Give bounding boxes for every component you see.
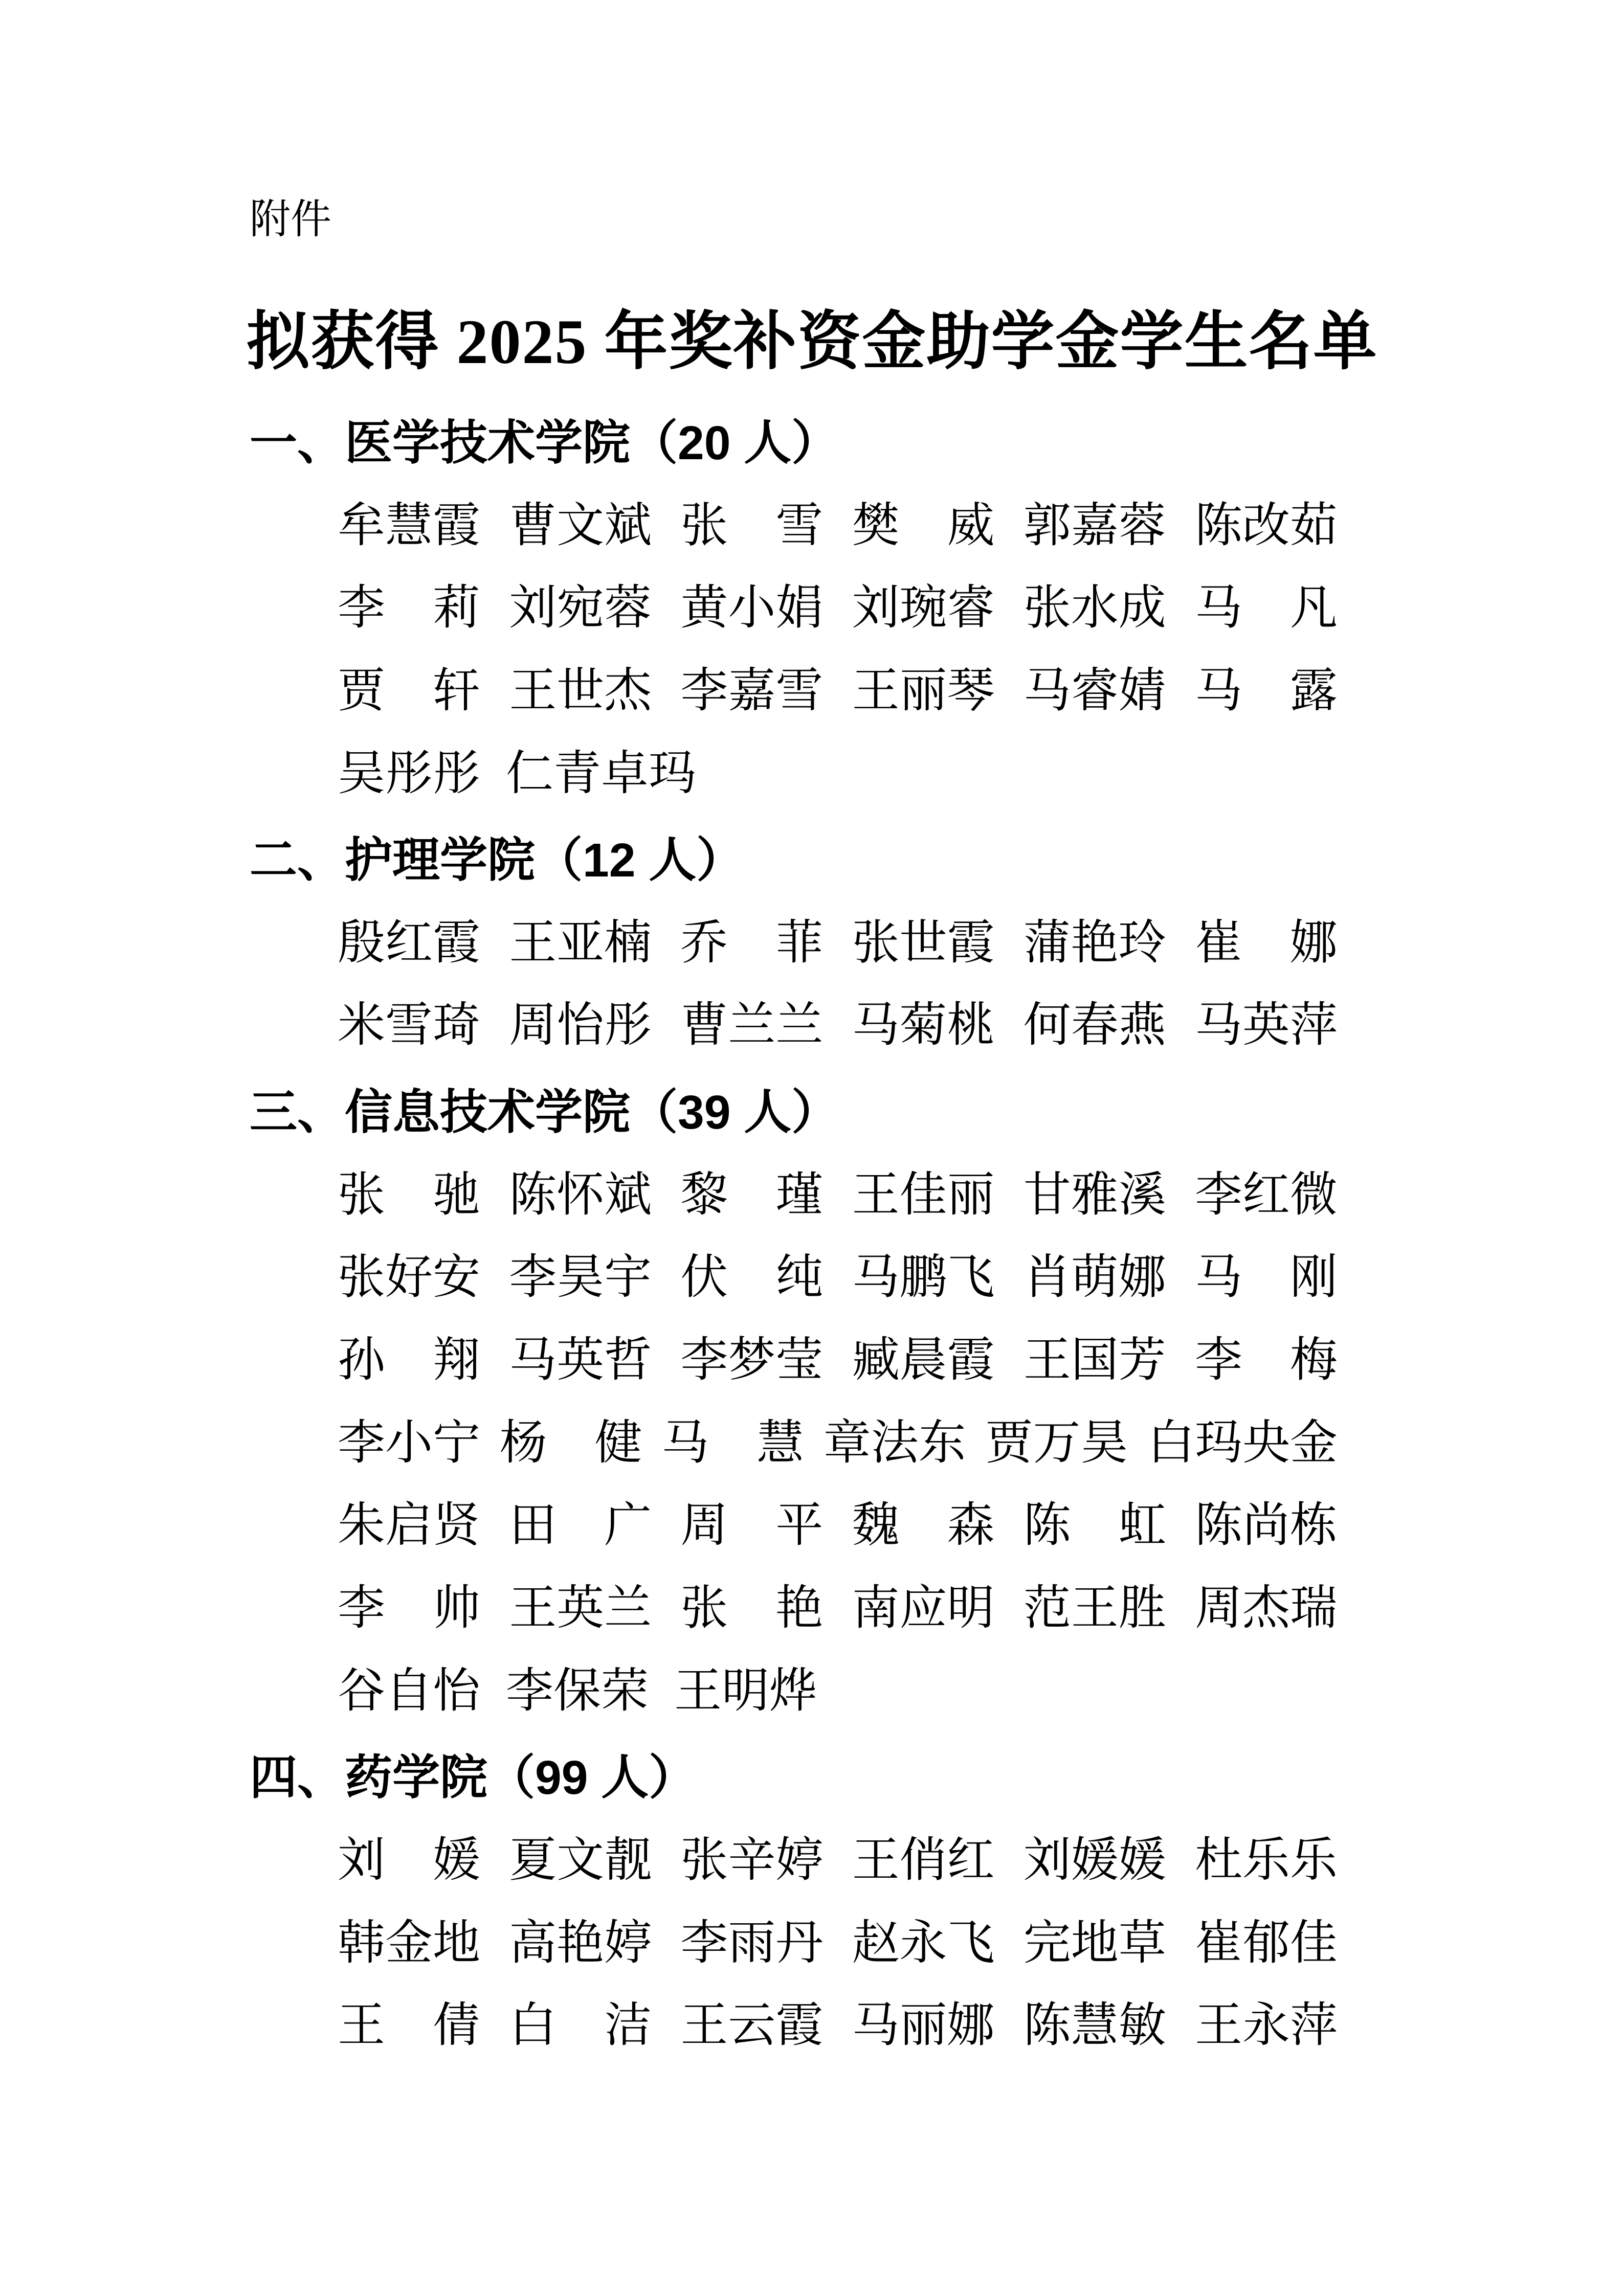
student-name: 贾万昊 — [985, 1416, 1128, 1470]
student-name: 张世霞 — [852, 916, 995, 970]
student-name: 王国芳 — [1023, 1334, 1166, 1387]
name-row — [338, 1253, 1338, 1303]
student-name: 李梦莹 — [680, 1334, 824, 1387]
student-name: 周杰瑞 — [1194, 1582, 1338, 1635]
student-name: 赵永飞 — [852, 1917, 995, 1970]
student-name: 李红微 — [1194, 1168, 1338, 1222]
section-heading: 二、护理学院（12 人） — [250, 834, 744, 887]
student-name: 张 雪 — [680, 499, 824, 552]
section-2 — [0, 836, 1624, 1051]
name-row — [338, 1836, 1338, 1886]
name-row — [338, 749, 1338, 799]
student-name: 马 凡 — [1194, 582, 1338, 635]
student-name: 乔 菲 — [680, 916, 824, 970]
student-name: 高艳婷 — [509, 1917, 652, 1970]
student-name: 马菊桃 — [852, 999, 995, 1052]
student-name: 杨 健 — [499, 1416, 642, 1470]
student-name: 崔 娜 — [1194, 916, 1338, 970]
student-name: 陈尚栋 — [1194, 1499, 1338, 1552]
section-heading: 三、信息技术学院（39 人） — [250, 1086, 839, 1139]
student-name: 夏文靓 — [509, 1834, 652, 1887]
student-name: 王英兰 — [509, 1582, 652, 1635]
student-name: 蒲艳玲 — [1023, 916, 1166, 970]
student-name: 李 梅 — [1194, 1334, 1338, 1387]
student-name: 陈 虹 — [1023, 1499, 1166, 1552]
name-row — [338, 1501, 1338, 1551]
student-name: 周 平 — [680, 1499, 824, 1552]
student-name: 马英萍 — [1194, 999, 1338, 1052]
student-name: 马鹏飞 — [852, 1251, 995, 1304]
student-name: 樊 威 — [852, 499, 995, 552]
student-name: 孙 翔 — [338, 1334, 480, 1387]
student-name: 刘 媛 — [338, 1834, 480, 1887]
student-name: 田 广 — [509, 1499, 652, 1552]
student-name: 李 帅 — [338, 1582, 480, 1635]
attachment-label: 附件 — [250, 196, 331, 242]
name-row — [338, 1919, 1338, 1969]
student-name: 崔郁佳 — [1194, 1917, 1338, 1970]
student-name: 王丽琴 — [852, 664, 995, 717]
student-name: 伏 纯 — [680, 1251, 824, 1304]
student-name: 周怡彤 — [509, 999, 652, 1052]
student-name: 李昊宇 — [509, 1251, 652, 1304]
student-name: 吴彤彤 — [338, 747, 480, 800]
student-name: 马 慧 — [661, 1416, 805, 1470]
student-name: 马 刚 — [1194, 1251, 1338, 1304]
student-name: 何春燕 — [1023, 999, 1166, 1052]
student-name: 甘雅溪 — [1023, 1168, 1166, 1222]
name-row — [338, 1584, 1338, 1634]
section-heading: 一、医学技术学院（20 人） — [250, 416, 839, 469]
name-row — [338, 583, 1338, 634]
student-name: 章法东 — [823, 1416, 966, 1470]
student-name: 范王胜 — [1023, 1582, 1166, 1635]
name-row — [338, 1001, 1338, 1051]
student-name: 陈怀斌 — [509, 1168, 652, 1222]
name-row — [338, 501, 1338, 551]
student-name: 郭嘉蓉 — [1023, 499, 1166, 552]
name-row — [338, 2001, 1338, 2051]
student-name: 杜乐乐 — [1194, 1834, 1338, 1887]
student-name: 马睿婧 — [1023, 664, 1166, 717]
sections-container — [0, 418, 1624, 2051]
student-name: 张 艳 — [680, 1582, 824, 1635]
student-name: 李 莉 — [338, 582, 480, 635]
student-name: 白玛央金 — [1147, 1416, 1338, 1470]
student-name: 陈慧敏 — [1023, 1999, 1166, 2053]
student-name: 陈改茹 — [1194, 499, 1338, 552]
student-name: 李嘉雪 — [680, 664, 824, 717]
student-name: 完地草 — [1023, 1917, 1166, 1970]
student-name: 谷自怡 — [338, 1664, 480, 1718]
student-name: 朱启贤 — [338, 1499, 480, 1552]
student-name: 曹兰兰 — [680, 999, 824, 1052]
name-row — [338, 1170, 1338, 1221]
section-heading: 四、药学院（99 人） — [250, 1751, 697, 1805]
section-1 — [0, 418, 1624, 799]
student-name: 李保荣 — [506, 1664, 649, 1718]
student-name: 黎 瑾 — [680, 1168, 824, 1222]
student-name: 殷红霞 — [338, 916, 480, 970]
student-name: 王 倩 — [338, 1999, 480, 2053]
student-name: 韩金地 — [338, 1917, 480, 1970]
student-name: 王世杰 — [509, 664, 652, 717]
student-name: 张好安 — [338, 1251, 480, 1304]
student-name: 南应明 — [852, 1582, 995, 1635]
student-name: 王云霞 — [680, 1999, 824, 2053]
student-name: 李小宁 — [338, 1416, 480, 1470]
student-name: 刘媛媛 — [1023, 1834, 1166, 1887]
name-row — [338, 1336, 1338, 1386]
section-3 — [0, 1088, 1624, 1716]
student-name: 米雪琦 — [338, 999, 480, 1052]
student-name: 马 露 — [1194, 664, 1338, 717]
student-name: 肖萌娜 — [1023, 1251, 1166, 1304]
name-row — [338, 1416, 1338, 1470]
student-name: 王俏红 — [852, 1834, 995, 1887]
student-name: 张水成 — [1023, 582, 1166, 635]
section-4 — [0, 1753, 1624, 2051]
document-title: 拟获得 2025 年奖补资金助学金学生名单 — [246, 307, 1378, 377]
student-name: 王亚楠 — [509, 916, 652, 970]
student-name: 曹文斌 — [509, 499, 652, 552]
name-row — [338, 1664, 1338, 1718]
student-name: 刘琬睿 — [852, 582, 995, 635]
name-row — [338, 666, 1338, 716]
student-name: 马丽娜 — [852, 1999, 995, 2053]
student-name: 黄小娟 — [680, 582, 824, 635]
student-name: 马英哲 — [509, 1334, 652, 1387]
student-name: 刘宛蓉 — [509, 582, 652, 635]
student-name: 张辛婷 — [680, 1834, 824, 1887]
student-name: 王佳丽 — [852, 1168, 995, 1222]
student-name: 魏 森 — [852, 1499, 995, 1552]
student-name: 李雨丹 — [680, 1917, 824, 1970]
student-name: 白 洁 — [509, 1999, 652, 2053]
name-row — [338, 918, 1338, 969]
student-name: 王永萍 — [1194, 1999, 1338, 2053]
student-name: 王明烨 — [674, 1664, 817, 1718]
student-name: 牟慧霞 — [338, 499, 480, 552]
student-name: 仁青卓玛 — [506, 747, 696, 800]
student-name: 张 驰 — [338, 1168, 480, 1222]
student-name: 臧晨霞 — [852, 1334, 995, 1387]
student-name: 贾 轩 — [338, 664, 480, 717]
